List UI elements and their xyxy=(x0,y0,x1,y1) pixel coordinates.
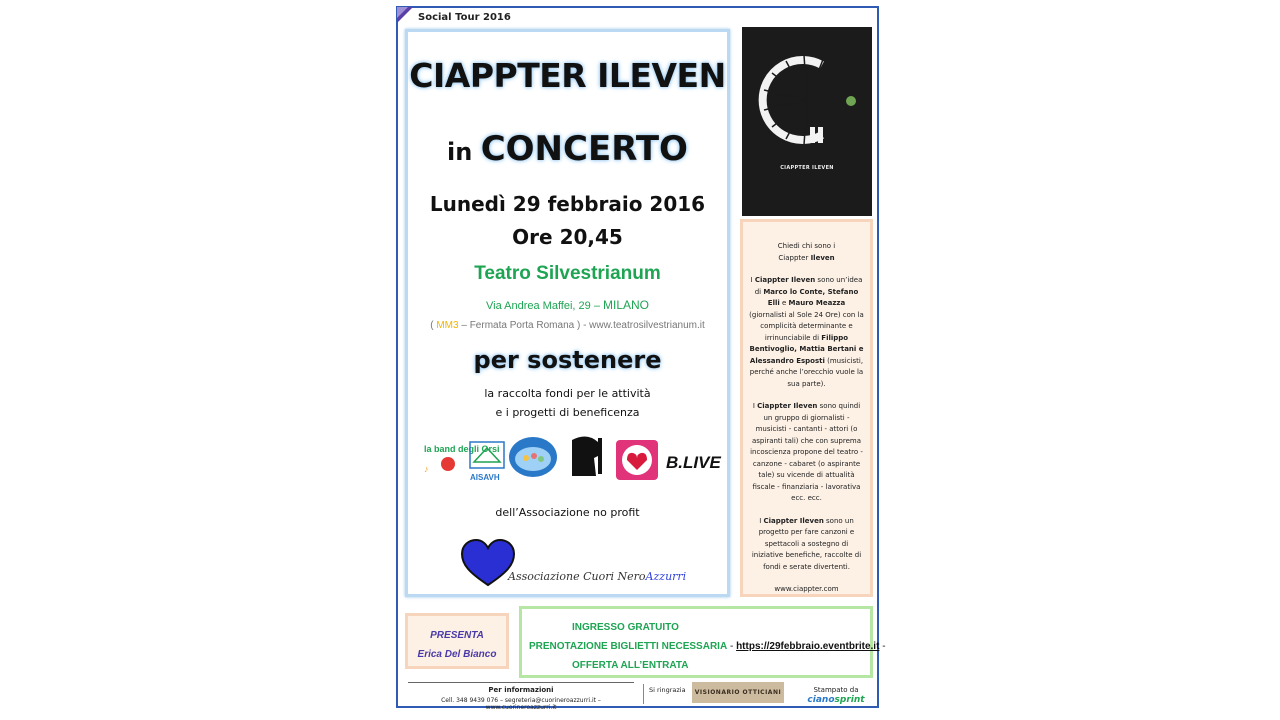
corner-decoration-inner xyxy=(397,7,408,18)
address-city: MILANO xyxy=(603,298,650,312)
desc-paragraph-2 xyxy=(749,401,864,505)
metro-info xyxy=(408,320,727,331)
in-word: in xyxy=(447,138,473,166)
metro-line: MM3 xyxy=(436,320,459,331)
footer-divider xyxy=(643,684,644,704)
desc-intro xyxy=(749,241,864,264)
main-panel xyxy=(405,29,730,597)
aisavh-logo-text: AISAVH xyxy=(470,473,500,482)
desc-paragraph-1 xyxy=(749,275,864,390)
free-entry: INGRESSO GRATUITO xyxy=(572,622,679,633)
progetti-text: e i progetti di beneficenza xyxy=(495,406,640,419)
printer-logo-b: sprint xyxy=(834,695,865,705)
desc-segment: e xyxy=(779,299,789,307)
footer-thanks: Si ringrazia xyxy=(649,686,686,694)
silhouette-logo xyxy=(566,432,606,476)
band-logo-text: la band degli Orsi xyxy=(424,444,500,454)
concert-heading xyxy=(408,129,727,169)
svg-text:♪: ♪ xyxy=(424,464,429,474)
booking-sep: - xyxy=(727,641,737,652)
raccolta-text: la raccolta fondi per le attività xyxy=(484,387,651,400)
blive-logo-text: B.LIVE xyxy=(666,453,721,472)
desc-segment: Filippo Bentivoglio, Mattia Bertani e Alessandro Esposti xyxy=(749,333,864,365)
association-name-a: Associazione Cuori Nero xyxy=(508,570,646,583)
desc-segment: sono un progetto per fare canzoni e spettacoli a sostegno di iniziative benefiche, raccolte di fondi e serate divertenti. xyxy=(751,516,862,571)
desc-intro-line: Chiedi chi sono i xyxy=(777,242,836,250)
desc-segment: sono quindi un gruppo di giornalisti - musicisti - cantanti - attori (o aspiranti tali) che con suprema incoscienza propone del teatro - canzone - cabaret (o aspirante tale) su vicende di attualità fiscale - finanziaria - lavorativa ecc. ecc. xyxy=(750,402,863,502)
desc-segment: I xyxy=(752,402,758,410)
desc-paragraph-3 xyxy=(749,516,864,574)
event-date: Lunedì 29 febbraio 2016 xyxy=(429,192,706,216)
association-name xyxy=(508,570,686,583)
heart-logo xyxy=(616,440,658,480)
presenter-name: Erica Del Bianco xyxy=(417,649,497,660)
sponsor-visionario-logo: VISIONARIO OTTICIANI xyxy=(692,682,784,703)
footer-info-title: Per informazioni xyxy=(488,686,554,694)
desc-segment: (giornalisti al Sole 24 Ore) con la complicità determinante e irrinunciabile di xyxy=(749,310,864,342)
printer-logo xyxy=(805,695,867,705)
desc-segment: sono un’idea di xyxy=(754,276,863,296)
booking-label: PRENOTAZIONE BIGLIETTI NECESSARIA xyxy=(529,641,728,652)
footer-info-text: Cell. 348 9439 076 – segreteria@cuorineroazzurri.it – www.cuorineroazzurri.it xyxy=(441,697,601,711)
printer-label: Stampato da xyxy=(813,686,859,694)
desc-intro-name xyxy=(778,254,834,262)
footer-printer xyxy=(805,686,867,705)
venue-name: Teatro Silvestrianum xyxy=(474,263,661,284)
venue-address xyxy=(408,298,727,312)
album-cover xyxy=(742,27,872,216)
printer-logo-a: ciano xyxy=(807,695,835,705)
desc-segment: Mauro Meazza xyxy=(788,299,846,307)
booking-line xyxy=(529,641,886,652)
desc-intro-name-a: Ciappter xyxy=(778,253,811,262)
concerto-word: CONCERTO xyxy=(480,129,688,169)
desc-segment: Ciappter Ileven xyxy=(754,276,816,284)
c-piano-logo xyxy=(742,35,872,165)
presenter-label: PRESENTA xyxy=(430,630,484,641)
desc-segment: I xyxy=(759,516,764,525)
desc-website: www.ciappter.com xyxy=(774,585,839,593)
children-logo xyxy=(509,437,557,477)
cover-title: CIAPPTER ILEVEN xyxy=(780,165,834,171)
desc-intro-name-b: Ileven xyxy=(810,253,835,262)
band-description xyxy=(740,219,873,597)
support-heading: per sostenere xyxy=(473,346,662,374)
metro-rest: – Fermata Porta Romana ) - www.teatrosilvestrianum.it xyxy=(461,320,705,331)
sponsor-logos xyxy=(422,432,722,487)
association-intro: dell’Associazione no profit xyxy=(495,506,640,519)
booking-end: - xyxy=(879,641,886,652)
address-street: Via Andrea Maffei, 29 – xyxy=(485,300,600,312)
offer-entry: OFFERTA ALL’ENTRATA xyxy=(572,660,689,671)
blive-logo xyxy=(666,453,721,472)
booking-link[interactable]: https://29febbraio.eventbrite.it xyxy=(736,641,880,652)
association-name-b: Azzurri xyxy=(645,570,687,583)
footer-info xyxy=(408,682,634,711)
band-title: CIAPPTER ILEVEN xyxy=(409,56,726,95)
desc-segment: I xyxy=(750,276,755,284)
desc-segment: Ciappter Ileven xyxy=(763,516,824,525)
event-poster xyxy=(396,6,886,711)
tour-label: Social Tour 2016 xyxy=(418,12,511,23)
desc-segment: Marco lo Conte, Stefano Elli xyxy=(763,287,859,307)
desc-segment: Ciappter Ileven xyxy=(757,402,818,410)
ticket-info-box xyxy=(519,606,886,678)
presenter-box xyxy=(405,613,509,669)
metro-open: ( xyxy=(430,320,434,331)
event-time: Ore 20,45 xyxy=(512,225,623,249)
desc-segment: (musicisti, perché anche l’orecchio vuole la sua parte). xyxy=(749,356,864,388)
footer xyxy=(398,680,877,711)
